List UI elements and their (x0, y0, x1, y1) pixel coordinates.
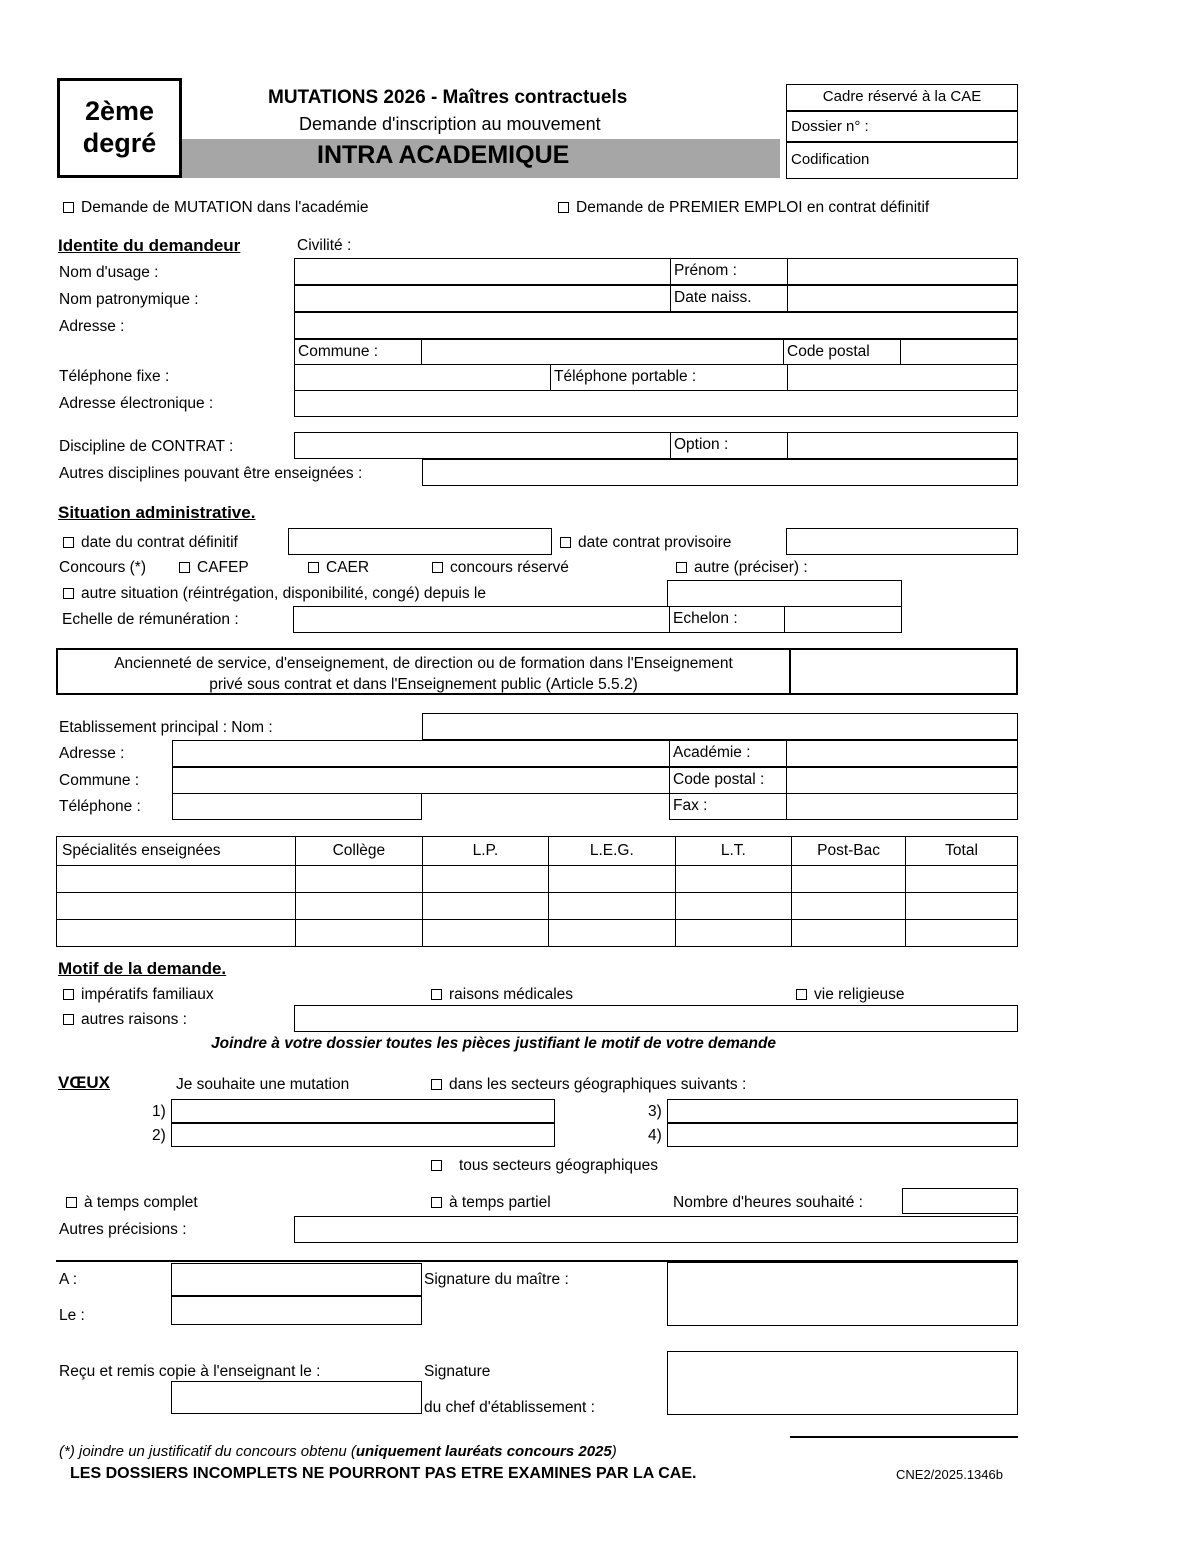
autre-preciser-field[interactable] (667, 580, 902, 609)
checkbox-concours-reserve-label: concours réservé (450, 559, 569, 576)
checkbox-premier-emploi-row[interactable] (558, 200, 929, 216)
table-row[interactable] (57, 893, 1018, 920)
etablissement-commune-field[interactable] (172, 767, 670, 794)
checkbox-caer-icon[interactable] (308, 562, 319, 573)
degree-line-1: 2ème (84, 96, 155, 127)
table-cell[interactable] (675, 893, 791, 920)
commune-field[interactable] (421, 339, 784, 366)
etablissement-commune-label: Commune : (59, 772, 140, 789)
telephone-fixe-label: Téléphone fixe : (59, 368, 170, 385)
voeux-heading: VŒUX (58, 1073, 110, 1092)
telephone-portable-field[interactable] (787, 364, 1018, 391)
checkbox-dans-secteurs-label: dans les secteurs géographiques suivants : (449, 1076, 747, 1093)
cae-reserved-title: Cadre réservé à la CAE (822, 88, 982, 105)
nom-patronymique-field[interactable] (294, 285, 671, 312)
cae-reserved-title-box (786, 84, 1018, 111)
checkbox-premier-emploi-icon[interactable] (558, 202, 569, 213)
etablissement-nom-field[interactable] (422, 713, 1018, 740)
concours-text: Concours (*) (59, 559, 146, 576)
checkbox-raisons-medicales-row[interactable] (431, 987, 573, 1003)
date-naiss-label: Date naiss. (674, 289, 752, 306)
etablissement-adresse-label: Adresse : (59, 745, 125, 762)
date-label: Le : (59, 1307, 85, 1324)
checkbox-autre-preciser-label: autre (préciser) : (694, 559, 808, 576)
table-cell[interactable] (57, 893, 296, 920)
echelon-label: Echelon : (673, 610, 738, 627)
etablissement-telephone-field[interactable] (172, 793, 422, 820)
code-postal-label: Code postal (787, 343, 870, 360)
identity-heading: Identite du demandeur (58, 236, 241, 255)
table-cell[interactable] (548, 893, 675, 920)
date-contrat-definitif-field[interactable] (288, 528, 552, 555)
civilite-label: Civilité : (297, 237, 352, 254)
footer-warning: LES DOSSIERS INCOMPLETS NE POURRONT PAS ETRE EXAMINES PAR LA CAE. (70, 1465, 697, 1482)
prenom-label-box (670, 258, 788, 285)
degree-line-2: degré (82, 128, 157, 158)
date-field[interactable] (171, 1296, 422, 1325)
voeu-1-number: 1) (152, 1103, 166, 1120)
cae-codification-label: Codification (791, 151, 870, 168)
checkbox-temps-complet-label: à temps complet (84, 1194, 198, 1211)
checkbox-autre-situation-icon[interactable] (63, 588, 74, 599)
table-cell[interactable] (295, 920, 422, 947)
je-souhaite-label: Je souhaite une mutation (176, 1076, 350, 1093)
signature-maitre-label: Signature du maître : (424, 1271, 569, 1288)
etab-code-postal-label: Code postal : (673, 771, 765, 788)
table-cell[interactable] (906, 920, 1018, 947)
nom-usage-field[interactable] (294, 258, 671, 285)
voeu-3-field[interactable] (667, 1099, 1018, 1123)
voeu-1-field[interactable] (171, 1099, 555, 1123)
checkbox-imperatifs-familiaux-icon[interactable] (63, 989, 74, 1000)
checkbox-temps-partiel-icon[interactable] (431, 1197, 442, 1208)
echelon-field[interactable] (784, 606, 902, 633)
checkbox-date-contrat-provisoire-label: date contrat provisoire (578, 534, 732, 551)
etab-code-postal-label-box (669, 767, 787, 794)
autres-disciplines-label: Autres disciplines pouvant être enseignées : (59, 465, 363, 482)
checkbox-autres-raisons-label: autres raisons : (81, 1011, 187, 1028)
checkbox-date-contrat-definitif-row[interactable] (63, 535, 238, 551)
form-title-sub: Demande d'inscription au mouvement (299, 114, 601, 134)
table-row[interactable] (57, 920, 1018, 947)
telephone-portable-label: Téléphone portable : (554, 368, 697, 385)
table-cell[interactable] (295, 893, 422, 920)
anciennete-field[interactable] (789, 648, 1018, 695)
checkbox-temps-partiel-label: à temps partiel (449, 1194, 551, 1211)
autres-raisons-field[interactable] (294, 1005, 1018, 1032)
telephone-fixe-field[interactable] (294, 364, 551, 391)
checkbox-raisons-medicales-label: raisons médicales (449, 986, 574, 1003)
checkbox-vie-religieuse-icon[interactable] (796, 989, 807, 1000)
checkbox-cafep-label: CAFEP (197, 559, 249, 576)
recu-remis-date-field[interactable] (171, 1381, 422, 1414)
table-cell[interactable] (675, 920, 791, 947)
checkbox-temps-partiel-row[interactable] (431, 1195, 551, 1211)
table-header-row (57, 837, 1018, 866)
academie-field[interactable] (786, 740, 1018, 767)
fax-label: Fax : (673, 797, 708, 814)
date-naiss-field[interactable] (787, 285, 1018, 312)
table-cell[interactable] (548, 866, 675, 893)
table-header-cell: Collège (295, 837, 422, 866)
commune-label-box (294, 339, 422, 366)
date-naiss-label-box (670, 285, 788, 312)
option-field[interactable] (787, 432, 1018, 459)
checkbox-tous-secteurs-row[interactable] (431, 1158, 658, 1174)
checkbox-dans-secteurs-row[interactable] (431, 1077, 746, 1093)
signature-maitre-field[interactable] (667, 1262, 1018, 1326)
commune-label: Commune : (298, 343, 379, 360)
autres-precisions-label: Autres précisions : (59, 1221, 187, 1238)
checkbox-mutation-row[interactable] (63, 200, 369, 216)
date-contrat-provisoire-field[interactable] (786, 528, 1018, 555)
checkbox-dans-secteurs-icon[interactable] (431, 1079, 442, 1090)
echelle-remuneration-label: Echelle de rémunération : (62, 611, 239, 628)
checkbox-date-contrat-provisoire-icon[interactable] (560, 537, 571, 548)
lieu-label: A : (59, 1271, 78, 1288)
adresse-field[interactable] (294, 312, 1018, 339)
prenom-label: Prénom : (674, 262, 737, 279)
anciennete-line-2: privé sous contrat et dans l'Enseignement public (Article 5.5.2) (209, 675, 638, 693)
fax-label-box (669, 793, 787, 820)
table-cell[interactable] (422, 920, 548, 947)
academie-label-box (669, 740, 787, 767)
checkbox-vie-religieuse-row[interactable] (796, 987, 904, 1003)
checkbox-tous-secteurs-icon[interactable] (431, 1160, 442, 1171)
signature-chef-label-line1: Signature (424, 1363, 491, 1380)
echelle-remuneration-field[interactable] (293, 606, 670, 633)
table-header-cell: Spécialités enseignées (57, 837, 296, 866)
checkbox-date-contrat-definitif-label: date du contrat définitif (81, 534, 238, 551)
footer-reference: CNE2/2025.1346b (896, 1467, 1003, 1482)
voeu-4-number: 4) (648, 1127, 662, 1144)
academie-label: Académie : (673, 744, 751, 761)
table-header-cell: L.P. (422, 837, 548, 866)
signature-chef-field[interactable] (667, 1351, 1018, 1415)
table-header-cell: Total (906, 837, 1018, 866)
anciennete-line-1: Ancienneté de service, d'enseignement, de direction ou de formation dans l'Enseignement (114, 655, 733, 672)
motif-note: Joindre à votre dossier toutes les pièces justifiant le motif de votre demande (211, 1035, 777, 1052)
checkbox-concours-reserve-icon[interactable] (432, 562, 443, 573)
lieu-field[interactable] (171, 1263, 422, 1296)
footer-note-part2: ) (611, 1443, 617, 1460)
table-cell[interactable] (422, 866, 548, 893)
form-title-main: MUTATIONS 2026 - Maîtres contractuels (268, 87, 628, 108)
checkbox-cafep-row[interactable] (179, 560, 249, 576)
table-cell[interactable] (792, 893, 906, 920)
table-header-cell: L.T. (675, 837, 791, 866)
voeu-2-field[interactable] (171, 1123, 555, 1147)
code-postal-field[interactable] (900, 339, 1018, 366)
checkbox-imperatifs-familiaux-label: impératifs familiaux (81, 986, 214, 1003)
adresse-label: Adresse : (59, 318, 125, 335)
checkbox-date-contrat-definitif-icon[interactable] (63, 537, 74, 548)
table-header-cell: Post-Bac (792, 837, 906, 866)
echelon-label-box (669, 606, 785, 633)
cae-dossier-label: Dossier n° : (791, 118, 869, 135)
footer-note-bold: uniquement lauréats concours 2025 (355, 1443, 612, 1460)
checkbox-autre-situation-label: autre situation (réintrégation, disponibilité, congé) depuis le (81, 585, 486, 602)
telephone-portable-label-box (550, 364, 788, 391)
autres-precisions-field[interactable] (294, 1216, 1018, 1243)
anciennete-label-box (56, 648, 791, 695)
etablissement-telephone-label: Téléphone : (59, 798, 141, 815)
table-row[interactable] (57, 866, 1018, 893)
table-cell[interactable] (57, 866, 296, 893)
table-cell[interactable] (295, 866, 422, 893)
footer-divider (790, 1436, 1018, 1438)
footer-note-part1: (*) joindre un justificatif du concours obtenu ( (59, 1443, 356, 1460)
footer-note (59, 1444, 617, 1459)
table-cell[interactable] (57, 920, 296, 947)
table-cell[interactable] (906, 893, 1018, 920)
checkbox-autres-raisons-row[interactable] (63, 1012, 187, 1028)
degree-level-badge (57, 78, 182, 178)
autres-disciplines-field[interactable] (422, 459, 1018, 486)
table-cell[interactable] (675, 866, 791, 893)
voeu-2-number: 2) (152, 1127, 166, 1144)
checkbox-caer-label: CAER (326, 559, 370, 576)
table-cell[interactable] (422, 893, 548, 920)
adresse-electronique-field[interactable] (294, 390, 1018, 417)
checkbox-imperatifs-familiaux-row[interactable] (63, 987, 214, 1003)
table-cell[interactable] (906, 866, 1018, 893)
checkbox-temps-complet-row[interactable] (66, 1195, 198, 1211)
motif-heading: Motif de la demande. (58, 959, 227, 978)
table-cell[interactable] (548, 920, 675, 947)
checkbox-autre-preciser-row[interactable] (676, 560, 808, 576)
checkbox-premier-emploi-label: Demande de PREMIER EMPLOI en contrat définitif (576, 199, 930, 216)
form-title-scope: INTRA ACADEMIQUE (317, 141, 570, 169)
nom-patronymique-label: Nom patronymique : (59, 291, 199, 308)
table-cell[interactable] (792, 920, 906, 947)
nombre-heures-label: Nombre d'heures souhaité : (673, 1194, 863, 1211)
checkbox-autre-preciser-icon[interactable] (676, 562, 687, 573)
signature-chef-label-line2: du chef d'établissement : (424, 1399, 595, 1416)
checkbox-date-contrat-provisoire-row[interactable] (560, 535, 731, 551)
adresse-electronique-label: Adresse électronique : (59, 395, 214, 412)
recu-remis-label: Reçu et remis copie à l'enseignant le : (59, 1363, 321, 1380)
concours-label (59, 560, 146, 576)
specialties-table (56, 836, 1018, 947)
etablissement-adresse-field[interactable] (172, 740, 670, 767)
fax-field[interactable] (786, 793, 1018, 820)
checkbox-vie-religieuse-label: vie religieuse (814, 986, 905, 1003)
checkbox-autres-raisons-icon[interactable] (63, 1014, 74, 1025)
checkbox-mutation-icon[interactable] (63, 202, 74, 213)
cae-codification-box[interactable] (786, 142, 1018, 179)
cae-dossier-box[interactable] (786, 111, 1018, 142)
checkbox-mutation-label: Demande de MUTATION dans l'académie (81, 199, 369, 216)
voeu-3-number: 3) (648, 1103, 662, 1120)
checkbox-concours-reserve-row[interactable] (432, 560, 569, 576)
situation-heading: Situation administrative. (58, 503, 256, 522)
table-header-cell: L.E.G. (548, 837, 675, 866)
option-label-box (670, 432, 788, 459)
table-cell[interactable] (792, 866, 906, 893)
checkbox-tous-secteurs-label: tous secteurs géographiques (459, 1157, 659, 1174)
etab-code-postal-field[interactable] (786, 767, 1018, 794)
discipline-contrat-field[interactable] (294, 432, 671, 459)
checkbox-raisons-medicales-icon[interactable] (431, 989, 442, 1000)
checkbox-autre-situation-row[interactable] (63, 586, 486, 602)
etablissement-nom-label: Etablissement principal : Nom : (59, 719, 273, 736)
checkbox-temps-complet-icon[interactable] (66, 1197, 77, 1208)
prenom-field[interactable] (787, 258, 1018, 285)
nom-usage-label: Nom d'usage : (59, 264, 159, 281)
checkbox-caer-row[interactable] (308, 560, 369, 576)
voeu-4-field[interactable] (667, 1123, 1018, 1147)
discipline-contrat-label: Discipline de CONTRAT : (59, 438, 234, 455)
option-label: Option : (674, 436, 729, 453)
nombre-heures-field[interactable] (902, 1188, 1018, 1214)
code-postal-label-box (783, 339, 901, 366)
checkbox-cafep-icon[interactable] (179, 562, 190, 573)
